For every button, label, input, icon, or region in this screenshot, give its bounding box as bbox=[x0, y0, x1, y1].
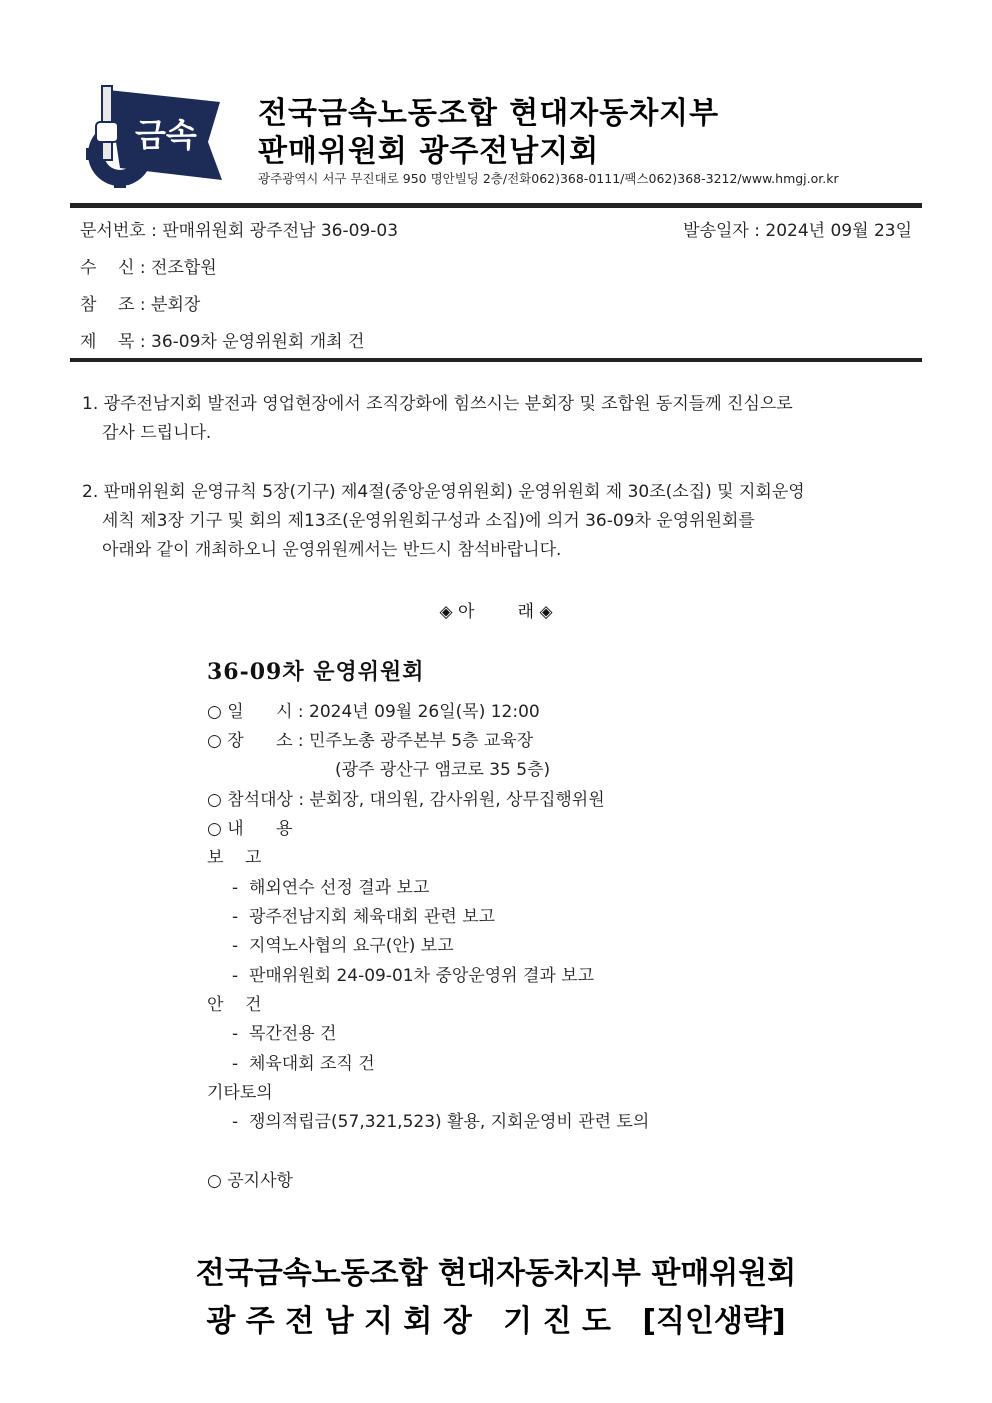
doc-number-row: 문서번호 : 판매위원회 광주전남 36-09-03 bbox=[80, 221, 399, 241]
union-logo bbox=[80, 82, 230, 192]
notice-label: ○ 공지사항 bbox=[207, 1171, 293, 1191]
paragraph-1-line1: 1. 광주전남지회 발전과 영업현장에서 조직강화에 힘쓰시는 분회장 및 조합원 동지들께 진심으로 bbox=[82, 394, 793, 414]
subject-row: 제 목 : 36-09차 운영위원회 개최 건 bbox=[80, 332, 365, 352]
meeting-datetime: ○ 일 시 : 2024년 09월 26일(목) 12:00 bbox=[207, 702, 540, 722]
recipient-label: 수 신 bbox=[80, 258, 135, 278]
other-label: 기타토의 bbox=[207, 1083, 273, 1103]
meeting-place: ○ 장 소 : 민주노총 광주본부 5층 교육장 bbox=[207, 731, 534, 751]
agenda-item: - 체육대회 조직 건 bbox=[232, 1054, 375, 1074]
report-label: 보 고 bbox=[207, 848, 262, 868]
sent-date: 2024년 09월 23일 bbox=[765, 221, 912, 241]
recipient: 전조합원 bbox=[151, 258, 217, 278]
reference-label: 참 조 bbox=[80, 295, 135, 315]
meeting-content-label: ○ 내 용 bbox=[207, 819, 293, 839]
org-address: 광주광역시 서구 무진대로 950 명안빌딩 2층/전화062)368-0111/팩스062)368-3212/www.hmgj.or.kr bbox=[258, 171, 839, 186]
org-name-line1: 전국금속노동조합 현대자동차지부 bbox=[258, 96, 720, 131]
paragraph-2-line3: 아래와 같이 개최하오니 운영위원께서는 반드시 참석바랍니다. bbox=[102, 540, 562, 560]
agenda-item: - 목간전용 건 bbox=[232, 1024, 337, 1044]
paragraph-1-line2: 감사 드립니다. bbox=[102, 423, 212, 443]
paragraph-2-line2: 세칙 제3장 기구 및 회의 제13조(운영위원회구성과 소집)에 의거 36-09차 운영위원회를 bbox=[102, 511, 755, 531]
meta-rule bbox=[70, 358, 922, 362]
meeting-place-detail: (광주 광산구 앰코로 35 5층) bbox=[335, 760, 551, 780]
header-rule bbox=[70, 203, 922, 208]
meeting-title: 36-09차 운영위원회 bbox=[207, 659, 425, 685]
subject-label: 제 목 bbox=[80, 332, 135, 352]
footer-org: 전국금속노동조합 현대자동차지부 판매위원회 bbox=[195, 1256, 797, 1291]
agenda-label: 안 건 bbox=[207, 995, 262, 1015]
org-name-line2: 판매위원회 광주전남지회 bbox=[258, 134, 600, 169]
reference: 분회장 bbox=[151, 295, 201, 315]
doc-number-label: 문서번호 bbox=[80, 221, 146, 241]
paragraph-2-line1: 2. 판매위원회 운영규칙 5장(기구) 제4절(중앙운영위원회) 운영위원회 제 30조(소집) 및 지회운영 bbox=[82, 482, 805, 502]
section-marker: ◈ 아 래 ◈ bbox=[439, 602, 553, 622]
report-item: - 해외연수 선정 결과 보고 bbox=[232, 878, 430, 898]
sent-date-row: 발송일자 : 2024년 09월 23일 bbox=[683, 221, 912, 241]
recipient-row: 수 신 : 전조합원 bbox=[80, 258, 217, 278]
subject: 36-09차 운영위원회 개최 건 bbox=[151, 332, 365, 352]
doc-number: 판매위원회 광주전남 36-09-03 bbox=[162, 221, 399, 241]
report-item: - 판매위원회 24-09-01차 중앙운영위 결과 보고 bbox=[232, 966, 595, 986]
meeting-attendees: ○ 참석대상 : 분회장, 대의원, 감사위원, 상무집행위원 bbox=[207, 790, 605, 810]
logo-text: 금속 bbox=[135, 116, 197, 154]
paragraph-2 bbox=[82, 478, 805, 565]
paragraph-1 bbox=[82, 390, 793, 448]
report-item: - 광주전남지회 체육대회 관련 보고 bbox=[232, 907, 496, 927]
other-item: - 쟁의적립금(57,321,523) 활용, 지회운영비 관련 토의 bbox=[232, 1112, 650, 1132]
sent-date-label: 발송일자 bbox=[683, 221, 749, 241]
reference-row: 참 조 : 분회장 bbox=[80, 295, 201, 315]
footer-signature: 광 주 전 남 지 회 장 기 진 도 [직인생략] bbox=[206, 1304, 786, 1339]
report-item: - 지역노사협의 요구(안) 보고 bbox=[232, 936, 454, 956]
